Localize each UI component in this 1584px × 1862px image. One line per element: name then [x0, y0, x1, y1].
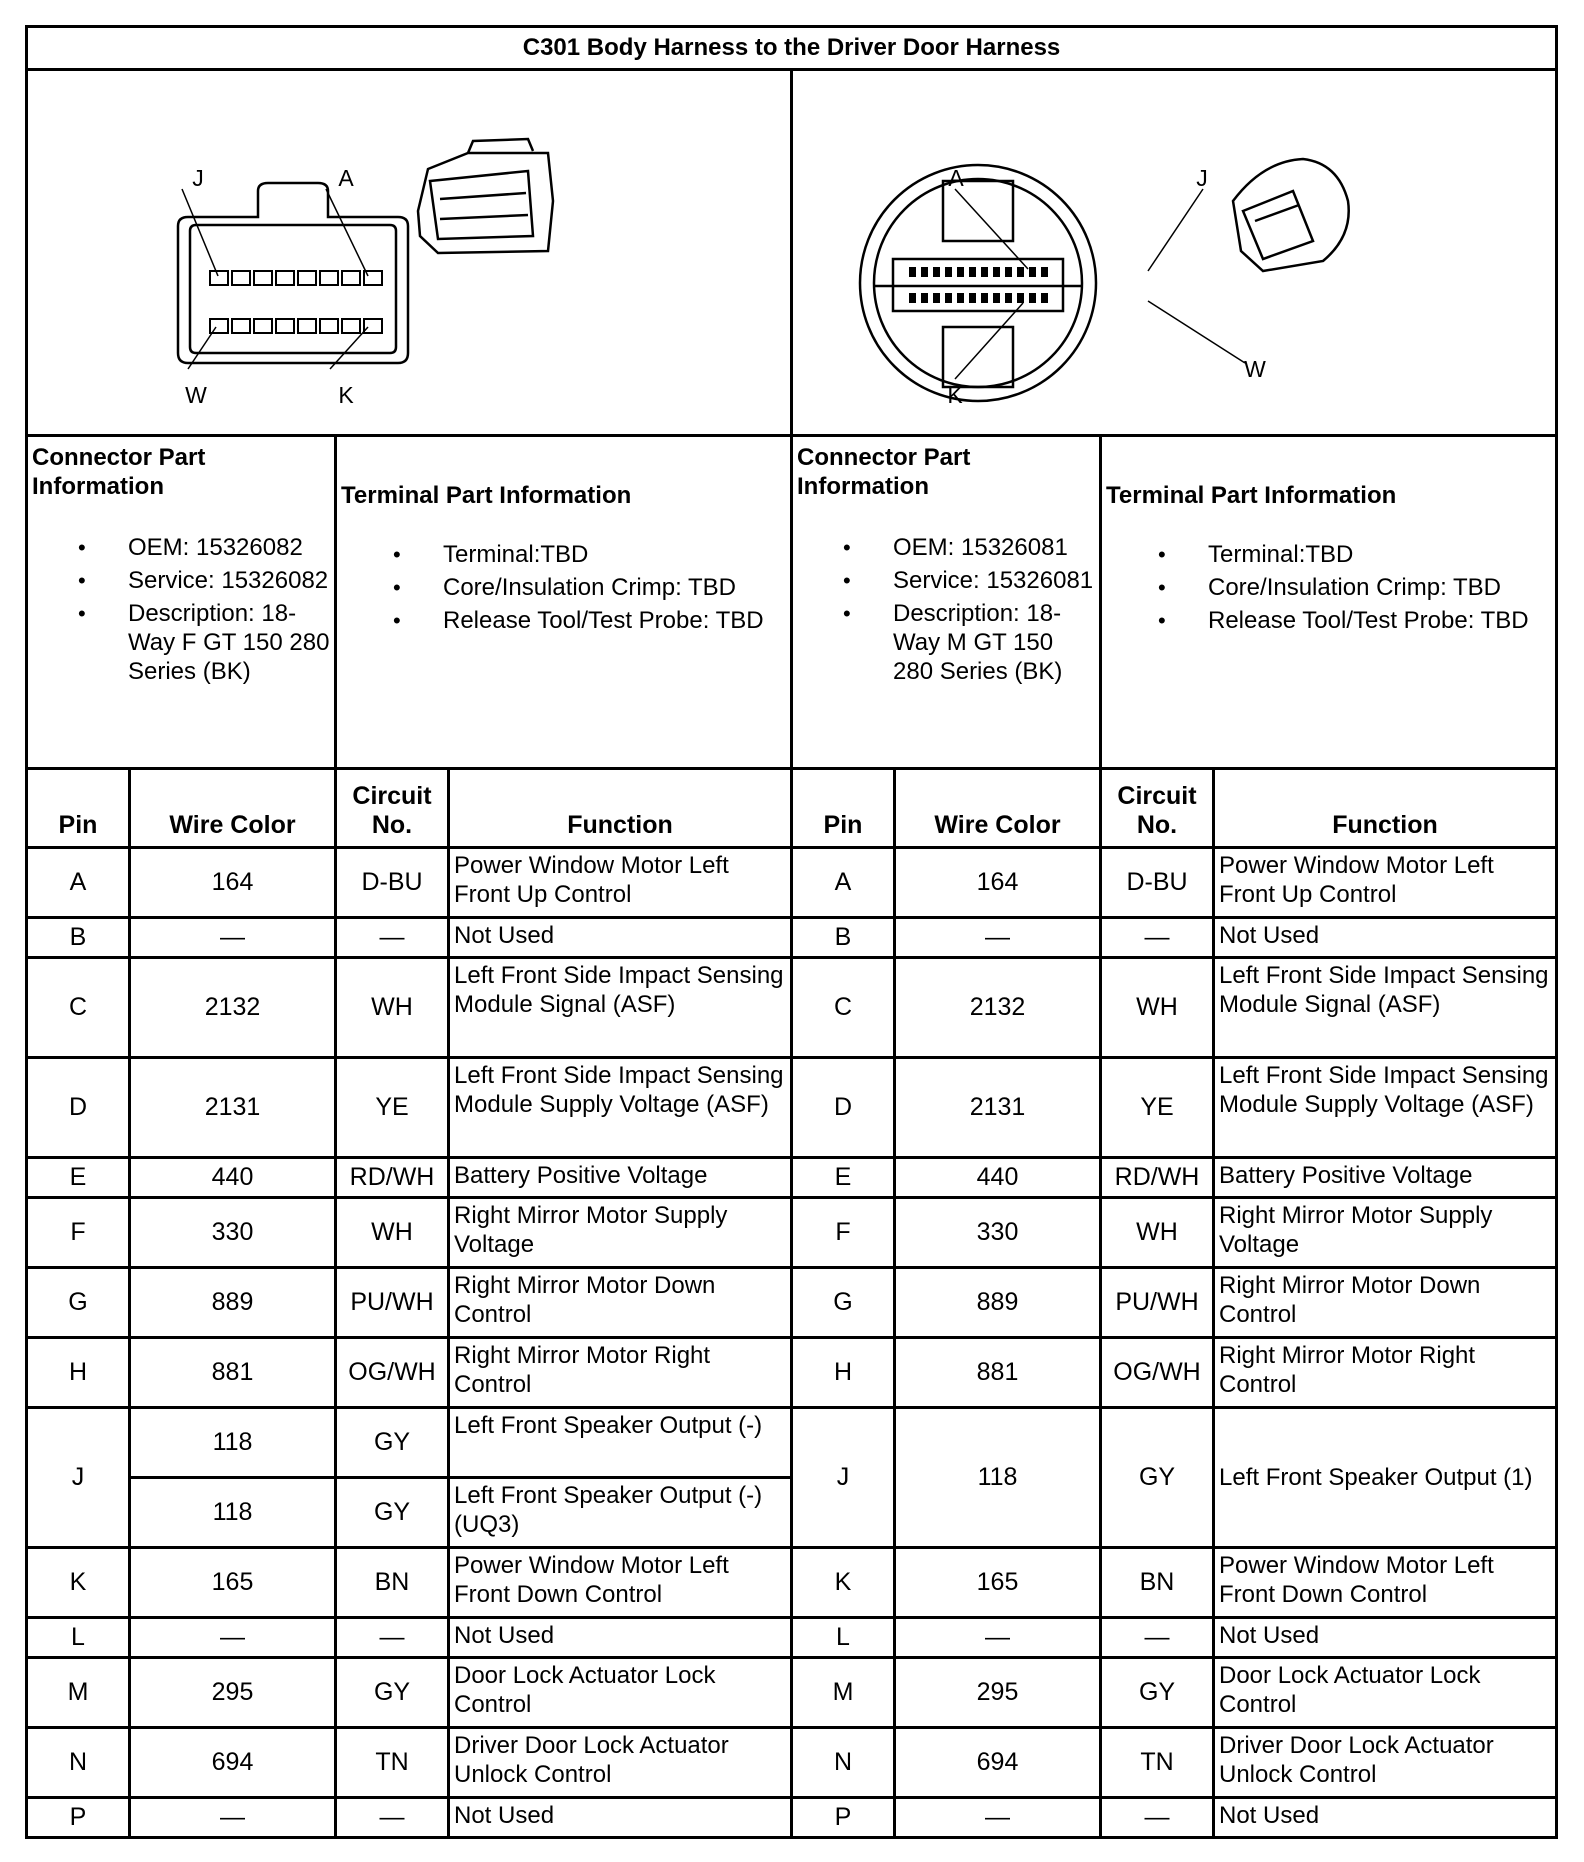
circuit-cell: PU/WH: [336, 1268, 449, 1338]
terminal-info-header: Terminal Part Information: [341, 482, 632, 509]
wire-cell: 165: [130, 1548, 336, 1618]
wire-cell: 164: [895, 848, 1101, 918]
wire-cell: —: [130, 1798, 336, 1838]
wire-cell: 118: [130, 1408, 336, 1478]
circuit-cell: PU/WH: [1101, 1268, 1214, 1338]
connector-table: [25, 25, 1558, 1839]
circuit-cell: —: [336, 918, 449, 958]
connector-sheet: [25, 25, 1555, 1839]
wire-cell: 440: [130, 1158, 336, 1198]
wire-cell: 330: [130, 1198, 336, 1268]
table-row: [27, 1338, 1557, 1408]
function-cell: Left Front Side Impact Sensing Module Signal (ASF): [449, 958, 792, 1058]
pin-cell: J: [792, 1408, 895, 1548]
terminal-item: • Terminal:TBD: [1208, 540, 1555, 569]
circuit-cell: GY: [336, 1478, 449, 1548]
circuit-cell: WH: [336, 1198, 449, 1268]
wire-cell: 164: [130, 848, 336, 918]
pin-cell: N: [27, 1728, 130, 1798]
column-header-function: Function: [449, 769, 792, 848]
pin-cell: B: [792, 918, 895, 958]
function-cell: Left Front Side Impact Sensing Module Signal (ASF): [1214, 958, 1557, 1058]
wire-cell: 881: [130, 1338, 336, 1408]
function-cell: Left Front Speaker Output (-): [449, 1408, 792, 1478]
function-cell: Door Lock Actuator Lock Control: [1214, 1658, 1557, 1728]
table-row: [27, 1618, 1557, 1658]
column-header-wire-color: Wire Color: [895, 769, 1101, 848]
function-cell: Not Used: [449, 1798, 792, 1838]
circuit-cell: GY: [1101, 1658, 1214, 1728]
circuit-cell: RD/WH: [1101, 1158, 1214, 1198]
table-row: [27, 1548, 1557, 1618]
circuit-cell: YE: [1101, 1058, 1214, 1158]
wire-cell: 295: [130, 1658, 336, 1728]
function-cell: Power Window Motor Left Front Up Control: [449, 848, 792, 918]
function-cell: Left Front Side Impact Sensing Module Supply Voltage (ASF): [449, 1058, 792, 1158]
wire-cell: 2132: [130, 958, 336, 1058]
function-cell: Left Front Speaker Output (-) (UQ3): [449, 1478, 792, 1548]
terminal-item: • Terminal:TBD: [443, 540, 790, 569]
circuit-cell: TN: [336, 1728, 449, 1798]
circuit-cell: —: [336, 1798, 449, 1838]
pin-cell: L: [27, 1618, 130, 1658]
label-pin-w: W: [185, 382, 207, 408]
circuit-cell: WH: [1101, 1198, 1214, 1268]
function-cell: Left Front Side Impact Sensing Module Supply Voltage (ASF): [1214, 1058, 1557, 1158]
table-row: [27, 1658, 1557, 1728]
function-cell: Power Window Motor Left Front Up Control: [1214, 848, 1557, 918]
label-pin-j: J: [192, 165, 204, 191]
wire-cell: —: [130, 1618, 336, 1658]
release-tool-item: • Release Tool/Test Probe: TBD: [443, 606, 790, 635]
column-header-pin: Pin: [27, 769, 130, 848]
circuit-cell: GY: [336, 1408, 449, 1478]
pin-cell: J: [27, 1408, 130, 1548]
pin-cell: P: [27, 1798, 130, 1838]
column-header-circuit: Circuit No.: [336, 769, 449, 848]
function-cell: Battery Positive Voltage: [449, 1158, 792, 1198]
column-header-wire-color: Wire Color: [130, 769, 336, 848]
column-header-function: Function: [1214, 769, 1557, 848]
wire-cell: —: [895, 1618, 1101, 1658]
function-cell: Power Window Motor Left Front Down Control: [449, 1548, 792, 1618]
pin-cell: E: [27, 1158, 130, 1198]
wire-cell: —: [130, 918, 336, 958]
pin-cell: C: [27, 958, 130, 1058]
pin-cell: D: [27, 1058, 130, 1158]
left-connector-info: [27, 436, 336, 769]
circuit-cell: BN: [336, 1548, 449, 1618]
wire-cell: 694: [895, 1728, 1101, 1798]
pin-cell: M: [792, 1658, 895, 1728]
function-cell: Not Used: [1214, 1798, 1557, 1838]
pin-cell: A: [27, 848, 130, 918]
label-pin-a: A: [948, 165, 964, 191]
pin-cell: D: [792, 1058, 895, 1158]
circuit-cell: —: [336, 1618, 449, 1658]
function-cell: Right Mirror Motor Supply Voltage: [449, 1198, 792, 1268]
wire-cell: 118: [130, 1478, 336, 1548]
wire-cell: 889: [130, 1268, 336, 1338]
function-cell: Door Lock Actuator Lock Control: [449, 1658, 792, 1728]
label-pin-j: J: [1196, 165, 1208, 191]
wire-cell: —: [895, 1798, 1101, 1838]
table-row: [27, 1408, 1557, 1478]
wire-cell: 889: [895, 1268, 1101, 1338]
wire-cell: 694: [130, 1728, 336, 1798]
function-cell: Right Mirror Motor Down Control: [449, 1268, 792, 1338]
function-cell: Right Mirror Motor Down Control: [1214, 1268, 1557, 1338]
pin-cell: E: [792, 1158, 895, 1198]
oem-item: • OEM: 15326081: [893, 533, 1099, 562]
circuit-cell: —: [1101, 918, 1214, 958]
release-tool-item: • Release Tool/Test Probe: TBD: [1208, 606, 1555, 635]
function-cell: Power Window Motor Left Front Down Control: [1214, 1548, 1557, 1618]
wire-cell: 2132: [895, 958, 1101, 1058]
pin-cell: G: [27, 1268, 130, 1338]
circuit-cell: D-BU: [1101, 848, 1214, 918]
circuit-cell: D-BU: [336, 848, 449, 918]
table-row: [27, 1728, 1557, 1798]
crimp-item: • Core/Insulation Crimp: TBD: [1208, 573, 1555, 602]
column-header-circuit: Circuit No.: [1101, 769, 1214, 848]
wire-cell: 2131: [130, 1058, 336, 1158]
wire-cell: 440: [895, 1158, 1101, 1198]
function-cell: Right Mirror Motor Right Control: [1214, 1338, 1557, 1408]
pin-cell: A: [792, 848, 895, 918]
wire-cell: 330: [895, 1198, 1101, 1268]
function-cell: Right Mirror Motor Supply Voltage: [1214, 1198, 1557, 1268]
service-item: • Service: 15326082: [128, 566, 334, 595]
circuit-cell: GY: [1101, 1408, 1214, 1548]
table-row: [27, 848, 1557, 918]
table-row: [27, 1268, 1557, 1338]
function-cell: Battery Positive Voltage: [1214, 1158, 1557, 1198]
right-terminal-info: [1101, 436, 1557, 769]
table-row: [27, 1158, 1557, 1198]
wire-cell: 2131: [895, 1058, 1101, 1158]
label-pin-k: K: [338, 382, 354, 408]
description-item: • Description: 18-Way M GT 150 280 Series (BK): [893, 599, 1099, 686]
male-connector-face-icon: [793, 71, 1555, 434]
female-connector-face-icon: [28, 71, 790, 434]
wire-cell: 295: [895, 1658, 1101, 1728]
column-header-pin: Pin: [792, 769, 895, 848]
crimp-item: • Core/Insulation Crimp: TBD: [443, 573, 790, 602]
service-item: • Service: 15326081: [893, 566, 1099, 595]
circuit-cell: OG/WH: [1101, 1338, 1214, 1408]
terminal-info-header: Terminal Part Information: [1106, 482, 1397, 509]
table-row: [27, 918, 1557, 958]
function-cell: Not Used: [1214, 1618, 1557, 1658]
connector-info-header: Connector Part Information: [797, 444, 971, 500]
function-cell: Driver Door Lock Actuator Unlock Control: [449, 1728, 792, 1798]
wire-cell: 118: [895, 1408, 1101, 1548]
circuit-cell: RD/WH: [336, 1158, 449, 1198]
right-connector-info: [792, 436, 1101, 769]
pin-cell: H: [792, 1338, 895, 1408]
circuit-cell: GY: [336, 1658, 449, 1728]
function-cell: Right Mirror Motor Right Control: [449, 1338, 792, 1408]
pin-cell: F: [792, 1198, 895, 1268]
page-title: C301 Body Harness to the Driver Door Harness: [27, 27, 1557, 70]
pin-cell: M: [27, 1658, 130, 1728]
pin-cell: B: [27, 918, 130, 958]
circuit-cell: TN: [1101, 1728, 1214, 1798]
label-pin-k: K: [947, 382, 963, 408]
circuit-cell: —: [1101, 1618, 1214, 1658]
circuit-cell: WH: [336, 958, 449, 1058]
table-row: [27, 1798, 1557, 1838]
function-cell: Not Used: [1214, 918, 1557, 958]
oem-item: • OEM: 15326082: [128, 533, 334, 562]
function-cell: Not Used: [449, 918, 792, 958]
function-cell: Not Used: [449, 1618, 792, 1658]
table-row: [27, 1198, 1557, 1268]
description-item: • Description: 18-Way F GT 150 280 Series (BK): [128, 599, 334, 686]
pin-cell: N: [792, 1728, 895, 1798]
pin-cell: K: [792, 1548, 895, 1618]
pin-cell: C: [792, 958, 895, 1058]
left-connector-diagram: [27, 70, 792, 436]
pin-cell: K: [27, 1548, 130, 1618]
pin-cell: G: [792, 1268, 895, 1338]
wire-cell: 881: [895, 1338, 1101, 1408]
pin-cell: F: [27, 1198, 130, 1268]
function-cell: Left Front Speaker Output (1): [1214, 1408, 1557, 1548]
wire-cell: —: [895, 918, 1101, 958]
table-row: [27, 1058, 1557, 1158]
function-cell: Driver Door Lock Actuator Unlock Control: [1214, 1728, 1557, 1798]
table-row: [27, 958, 1557, 1058]
pin-cell: P: [792, 1798, 895, 1838]
circuit-cell: WH: [1101, 958, 1214, 1058]
circuit-cell: YE: [336, 1058, 449, 1158]
label-pin-w: W: [1244, 356, 1266, 382]
circuit-cell: BN: [1101, 1548, 1214, 1618]
pin-cell: H: [27, 1338, 130, 1408]
wire-cell: 165: [895, 1548, 1101, 1618]
circuit-cell: —: [1101, 1798, 1214, 1838]
pin-cell: L: [792, 1618, 895, 1658]
left-terminal-info: [336, 436, 792, 769]
connector-info-header: Connector Part Information: [32, 444, 206, 500]
right-connector-diagram: [792, 70, 1557, 436]
circuit-cell: OG/WH: [336, 1338, 449, 1408]
label-pin-a: A: [338, 165, 354, 191]
